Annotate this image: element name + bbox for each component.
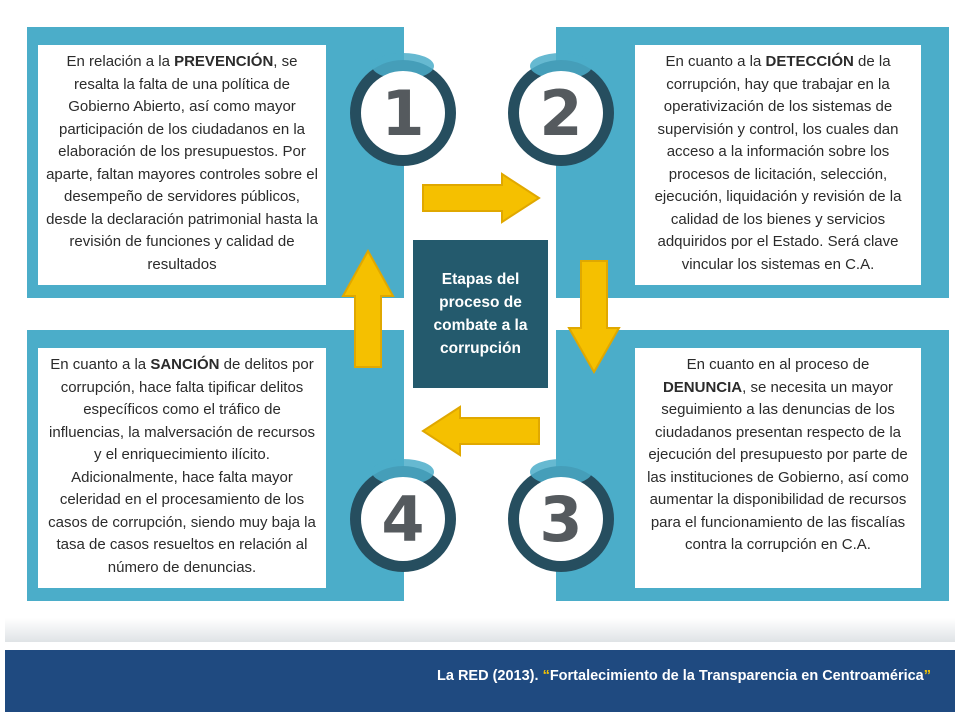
stage-3-text: En cuanto en al proceso de DENUNCIA, se necesita un mayor seguimiento a las denuncias de los ciudadanos presentan respecto de la ejecución del presupuesto por parte de las instituciones de Gobierno, así como aumentar la disponibilidad de recursos para el funcionamiento de las fiscalías contra la corrupción en C.A. (635, 348, 921, 588)
footer-shadow (5, 618, 955, 642)
stage-3-number: 3 (519, 477, 603, 561)
stage-2-keyword: DETECCIÓN (765, 53, 854, 70)
stage-4-number: 4 (361, 477, 445, 561)
footer-citation: La RED (2013). “Fortalecimiento de la Transparencia en Centroamérica” (437, 668, 931, 684)
stage-3-keyword: DENUNCIA (662, 378, 743, 396)
center-title: Etapas del proceso de combate a la corrupción (413, 240, 548, 388)
footer-bar (5, 650, 955, 712)
stage-4-keyword: SANCIÓN (150, 356, 220, 373)
arrow-down-icon (566, 258, 622, 376)
arrow-right-icon (420, 172, 542, 224)
stage-4-text: En cuanto a la SANCIÓN de delitos por corrupción, hace falta tipificar delitos específicos como el tráfico de influencias, la malversación de recursos y el enriquecimiento ilícito. Adicionalmente, hace falta mayor celeridad en el procesamiento de los casos de corrupción, siendo muy baja la tasa de casos resueltos en relación al número de denuncias. (38, 348, 326, 588)
stage-2-text: En cuanto a la DETECCIÓN de la corrupción, hay que trabajar en la operativización de los sistemas de supervisión y control, los cuales dan acceso a la información sobre los procesos de licitación, selección, ejecución, liquidación y revisión de la calidad de los bienes y servicios adquiridos por el Estado. Será clave vincular los sistemas en C.A. (635, 45, 921, 285)
arrow-up-icon (340, 248, 396, 370)
footer-title: Fortalecimiento de la Transparencia en Centroamérica (549, 668, 924, 684)
stage-4-number-badge (350, 466, 456, 572)
stage-1-keyword: PREVENCIÓN (174, 53, 274, 70)
stage-1-number: 1 (361, 71, 445, 155)
arrow-left-icon (420, 405, 542, 457)
stage-2-number-badge (508, 60, 614, 166)
stage-2-number: 2 (519, 71, 603, 155)
stage-1-text: En relación a la PREVENCIÓN, se resalta la falta de una política de Gobierno Abierto, así como mayor participación de los ciudadanos en la elaboración de los presupuestos. Por aparte, faltan mayores controles sobre el desempeño de servidores públicos, desde la declaración patrimonial hasta la revisión de funciones y calidad de resultados (38, 45, 326, 285)
stage-1-number-badge (350, 60, 456, 166)
stage-3-number-badge (508, 466, 614, 572)
